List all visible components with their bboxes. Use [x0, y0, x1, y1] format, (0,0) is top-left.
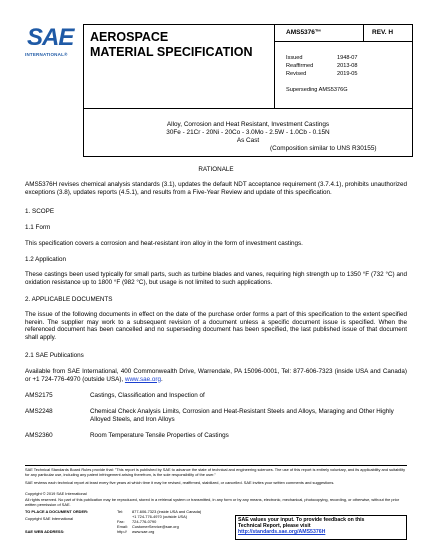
- sae-logo: SAE: [27, 24, 74, 51]
- paragraph: Available from SAE International, 400 Commonwealth Drive, Warrendale, PA 15096-0001, Tel: 877-606-7323 (inside USA and Canada) or +1 724-776-4970 (outside USA), www.sae.org.: [25, 368, 407, 383]
- reaffirmed-date: 2013-08: [337, 63, 358, 69]
- subtitle-line: (Composition similar to UNS R30155): [270, 145, 377, 152]
- rationale-heading: RATIONALE: [198, 166, 234, 173]
- divider: [274, 41, 413, 42]
- section-heading: 2.1 SAE Publications: [25, 352, 84, 359]
- reaffirmed-label: Reaffirmed: [286, 63, 314, 69]
- ref-code: AMS2360: [25, 432, 53, 439]
- footer-rights: All rights reserved. No part of this publication may be reproduced, stored in a retrieval system or transmitted, in any form or by any means, electronic, mechanical, photocopying, recording, or otherwise, without the prior written permission of SAE.: [25, 497, 400, 507]
- http-label: http://: [117, 529, 127, 534]
- superseding-text: Superseding AMS5376G: [286, 87, 348, 93]
- tel-value: 877-606-7323 (inside USA and Canada): [132, 509, 202, 514]
- sae-website-link[interactable]: www.sae.org: [124, 375, 161, 383]
- email-value[interactable]: CustomerService@sae.org: [132, 524, 179, 529]
- ref-code: AMS2175: [25, 392, 53, 399]
- subtitle-line: As Cast: [236, 137, 260, 144]
- section-heading: 2. APPLICABLE DOCUMENTS: [25, 296, 113, 303]
- issued-date: 1948-07: [337, 55, 358, 61]
- website-link[interactable]: www.sae.org: [132, 529, 155, 534]
- sae-logo-subtitle: INTERNATIONAL®: [25, 52, 68, 57]
- tel-label: Tel:: [117, 509, 124, 514]
- order-label: TO PLACE A DOCUMENT ORDER:: [25, 509, 89, 514]
- section-heading: 1.1 Form: [25, 224, 51, 231]
- copyright-small: Copyright SAE International: [25, 516, 74, 521]
- fax-value: 724-776-0790: [132, 519, 157, 524]
- revised-date: 2019-05: [337, 71, 358, 77]
- feedback-box: SAE values your input. To provide feedback on this Technical Report, please visit http://standards.sae.org/AMS5376H: [235, 515, 407, 540]
- footer-disclaimer: SAE Technical Standards Board Rules provide that: "This report is published by SAE to advance the state of technical and engineering sciences. The use of this report is entirely voluntary, and its applicability and suitability for any particular use, including any patent infringement arising therefrom, is the sole responsibility of the user.": [25, 467, 406, 477]
- ref-title: Chemical Check Analysis Limits, Corrosion and Heat-Resistant Steels and Alloys, Maraging and Other Highly Alloyed Steels, and Iron Alloys: [90, 408, 394, 423]
- rationale-text: AMS5376H revises chemical analysis standards (3.1), updates the default NDT acceptance requirement (3.7.4.1), prohibits unauthorized exceptions (3.8), updates reports (4.5.1), and results from a Five-Year Review and update of this specification.: [25, 181, 407, 196]
- revision-label: REV. H: [372, 29, 394, 36]
- document-number: AMS5376™: [286, 29, 322, 36]
- ref-title: Room Temperature Tensile Properties of Castings: [90, 432, 229, 439]
- divider: [363, 24, 364, 41]
- issued-label: Issued: [286, 55, 303, 61]
- tel2-value: +1 724-776-4970 (outside USA): [132, 514, 188, 519]
- paragraph: This specification covers a corrosion and heat-resistant iron alloy in the form of investment castings.: [25, 240, 303, 247]
- ref-code: AMS2248: [25, 408, 53, 415]
- ref-title: Castings, Classification and Inspection of: [90, 392, 205, 399]
- fax-label: Fax:: [117, 519, 125, 524]
- subtitle-line: 30Fe - 21Cr - 20Ni - 20Co - 3.0Mo - 2.5W - 1.0Cb - 0.15N: [166, 129, 330, 136]
- section-heading: 1.2 Application: [25, 256, 66, 263]
- web-address-label: SAE WEB ADDRESS:: [25, 529, 65, 534]
- feedback-link[interactable]: http://standards.sae.org/AMS5376H: [238, 529, 326, 535]
- footer-divider: [25, 465, 407, 466]
- footer-review-note: SAE reviews each technical report at least every five years at which time it may be revised, reaffirmed, stabilized, or cancelled. SAE invites your written comments and suggestions.: [25, 480, 335, 485]
- paragraph: These castings been used typically for small parts, such as turbine blades and vanes, requiring high strength up to 1350 °F (732 °C) and oxidation resistance up to 1800 °F (982 °C), but usage is not limited to such applications.: [25, 271, 407, 286]
- revised-label: Revised: [286, 71, 307, 77]
- email-label: Email:: [117, 524, 128, 529]
- subtitle-line: Alloy, Corrosion and Heat Resistant, Investment Castings: [166, 121, 330, 128]
- section-heading: 1. SCOPE: [25, 208, 55, 215]
- footer-copyright: Copyright © 2019 SAE International: [25, 491, 87, 496]
- paragraph: The issue of the following documents in effect on the date of the purchase order forms a part of this specification to the extent specified herein. The supplier may work to a subsequent revision of a document unless a specific document issue is specified. When the referenced document has been cancelled and no superseding document has been specified, the last published issue of that document shall apply.: [25, 311, 407, 341]
- divider: [274, 24, 275, 109]
- document-title: AEROSPACE MATERIAL SPECIFICATION: [90, 30, 253, 59]
